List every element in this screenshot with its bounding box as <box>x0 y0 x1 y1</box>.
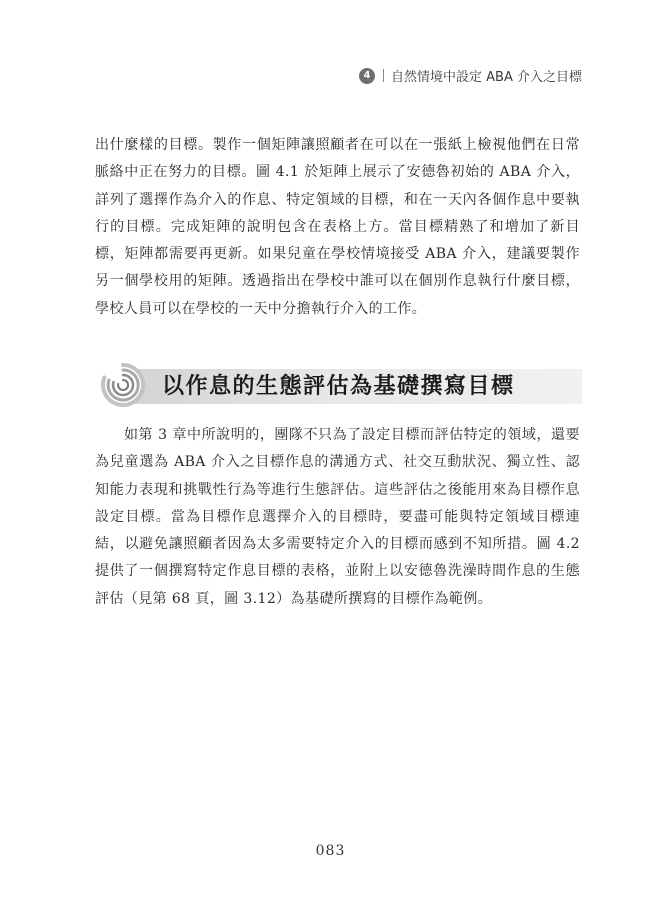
section-heading-text: 以作息的生態評估為基礎撰寫目標 <box>162 374 515 399</box>
chapter-title: 自然情境中設定 ABA 介入之目標 <box>391 70 582 85</box>
running-header <box>359 66 582 85</box>
section-heading <box>100 362 582 408</box>
header-divider <box>383 69 384 82</box>
body-paragraph-1: 出什麼樣的目標。製作一個矩陣讓照顧者在可以在一張紙上檢視他們在日常脈絡中正在努力的目標。圖 4.1 於矩陣上展示了安德魯初始的 ABA 介入，詳列了選擇作為介入的作息、特定領域的目標，和在一天內各個作息中要執行的目標。完成矩陣的說明包含在表格上方。當目標精熟了和增加了新目標，矩陣都需要再更新。如果兒童在學校情境接受 ABA 介入，建議要製作另一個學校用的矩陣。透過指出在學校中誰可以在個別作息執行什麼目標，學校人員可以在學校的一天中分擔執行介入的工作。 <box>95 137 580 317</box>
chapter-number-badge: 4 <box>359 68 375 84</box>
swirl-icon <box>100 362 146 408</box>
page-number: 083 <box>315 843 346 859</box>
body-paragraph-2: 如第 3 章中所說明的，團隊不只為了設定目標而評估特定的領域，還要為兒童選為 ABA 介入之目標作息的溝通方式、社交互動狀況、獨立性、認知能力表現和挑戰性行為等進行生態評估。這些評估之後能用來為目標作息設定目標。當為目標作息選擇介入的目標時，要盡可能與特定領域目標連結，以避免讓照顧者因為太多需要特定介入的目標而感到不知所措。圖 4.2 提供了一個撰寫特定作息目標的表格，並附上以安德魯洗澡時間作息的生態評估（見第 68 頁，圖 3.12）為基礎所撰寫的目標作為範例。 <box>95 427 580 607</box>
